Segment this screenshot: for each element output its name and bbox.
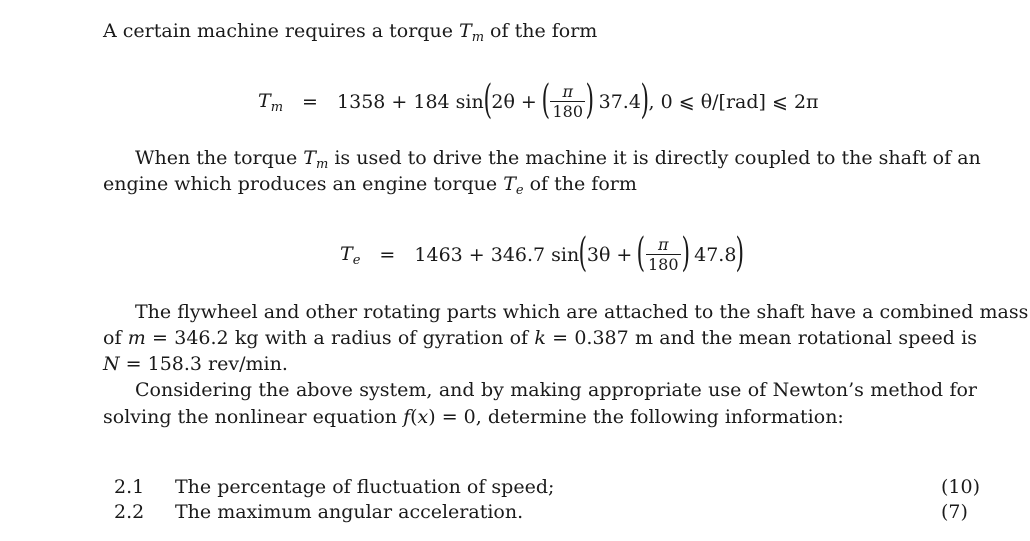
eq2-frac-num: π — [657, 235, 669, 255]
eq2-open-paren: ( — [578, 230, 588, 276]
para3-l1: The flywheel and other rotating parts which are attached to the shaft have a combined mass — [135, 301, 1029, 323]
para2-engine-torque-subscript: e — [515, 183, 524, 198]
eq1-equals: = — [302, 91, 318, 113]
eq1-inner-open-paren: ( — [541, 77, 550, 123]
para4-l2-b: ( — [410, 406, 418, 428]
machine-torque-equation — [258, 77, 819, 123]
para4-line2 — [103, 408, 844, 427]
eq1-frac-den: 180 — [552, 102, 584, 121]
question-text: The maximum angular acceleration. — [175, 501, 524, 523]
eq2-frac-den: 180 — [647, 255, 679, 274]
intro-line — [103, 22, 597, 44]
variable-symbol: x — [417, 406, 429, 428]
para4-l2-c: ) = 0, determine the following information: — [428, 406, 844, 428]
para3-line3 — [103, 355, 288, 374]
para3-l2-c: = 0.387 m and the mean rotational speed is — [545, 327, 977, 349]
para3-l3-rest: = 158.3 rev/min. — [119, 353, 288, 375]
eq2-fraction — [646, 236, 681, 273]
para3-line1 — [103, 301, 1029, 323]
para3-l2-b: = 346.2 kg with a radius of gyration of — [145, 327, 535, 349]
torque-symbol: T — [459, 20, 472, 42]
eq1-constant: 1358 + 184 sin — [337, 91, 484, 113]
eq2-close-paren: ) — [735, 230, 745, 276]
eq2-lhs-subscript: e — [352, 252, 361, 268]
eq1-phase: 37.4 — [598, 91, 641, 113]
function-symbol: f — [403, 406, 411, 428]
eq1-angle-term: 2θ + — [491, 91, 537, 113]
engine-torque-equation — [340, 230, 745, 276]
eq2-angle-term: 3θ + — [586, 244, 633, 266]
eq2-equals: = — [379, 244, 396, 266]
eq1-frac-num: π — [562, 82, 573, 102]
para2-line1 — [103, 147, 981, 172]
eq1-lhs-subscript: m — [270, 99, 284, 115]
eq1-open-paren: ( — [483, 77, 492, 123]
eq2-lhs-symbol: T — [340, 242, 353, 265]
speed-symbol: N — [103, 353, 120, 375]
gyration-symbol: k — [534, 327, 546, 349]
para4-l1: Considering the above system, and by making appropriate use of Newton’s method for — [135, 379, 977, 401]
eq2-lhs — [340, 243, 360, 268]
mass-symbol: m — [127, 327, 146, 349]
para2-line2 — [103, 175, 637, 197]
para4-line1 — [103, 381, 977, 400]
para3-l2-a: of — [103, 327, 128, 349]
para2-torque-symbol: T — [303, 147, 316, 169]
eq1-close-paren: ) — [640, 77, 650, 123]
question-text: The percentage of fluctuation of speed; — [175, 476, 555, 498]
question-number: 2.2 — [114, 501, 145, 523]
para2-l2-after: of the form — [523, 173, 637, 195]
eq2-constant: 1463 + 346.7 sin — [414, 244, 580, 266]
intro-text-before: A certain machine requires a torque — [103, 20, 459, 42]
question-marks: (10) — [941, 476, 981, 498]
eq2-inner-close-paren: ) — [681, 230, 690, 276]
eq2-phase: 47.8 — [694, 244, 737, 266]
eq2-inner-open-paren: ( — [636, 230, 646, 276]
eq1-inner-close-paren: ) — [585, 77, 595, 123]
eq1-domain: , 0 ⩽ θ/[rad] ⩽ 2π — [648, 91, 819, 113]
para4-l2-a: solving the nonlinear equation — [103, 406, 404, 428]
eq1-fraction — [550, 83, 585, 120]
question-number: 2.1 — [114, 476, 145, 498]
para2-engine-torque-symbol: T — [503, 173, 516, 195]
eq1-lhs-symbol: T — [258, 89, 271, 112]
eq1-lhs — [258, 90, 283, 115]
intro-text-after: of the form — [484, 20, 598, 42]
para2-l1-before: When the torque — [135, 147, 304, 169]
para3-line2 — [103, 329, 977, 348]
para2-l2-before: engine which produces an engine torque — [103, 173, 504, 195]
para2-l1-after: is used to drive the machine it is directly coupled to the shaft of an — [328, 147, 981, 169]
para2-torque-subscript: m — [315, 157, 329, 172]
torque-subscript: m — [471, 30, 485, 45]
question-marks: (7) — [941, 501, 968, 523]
